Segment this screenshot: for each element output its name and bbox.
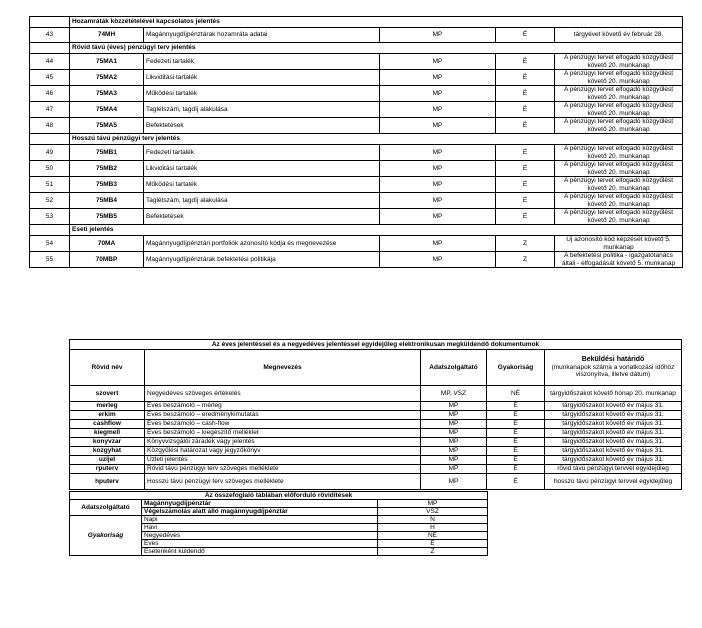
- row-number: 53: [30, 209, 70, 225]
- table-row: [30, 54, 683, 70]
- row-deadline: tárgyidőszakot követő év május 31.: [545, 429, 682, 438]
- row-provider: MP: [380, 252, 496, 268]
- table-row: [30, 193, 683, 209]
- row-number: 51: [30, 177, 70, 193]
- section-spacer: [30, 225, 70, 236]
- row-provider: MP: [421, 438, 487, 447]
- section-header-row: [30, 134, 683, 145]
- row-provider: MP: [421, 474, 487, 490]
- row-deadline: A pénzügyi tervet elfogadó közgyűlést követő 20. munkanap: [555, 145, 683, 161]
- table-row: [70, 465, 682, 474]
- row-provider: MP: [380, 86, 496, 102]
- abbreviation-name: Végelszámolás alatt álló magánnyugdíjpénztár: [142, 508, 378, 516]
- row-provider: MP: [380, 161, 496, 177]
- row-deadline: A pénzügyi tervet elfogadó közgyűlést követő 20. munkanap: [555, 209, 683, 225]
- row-provider: MP: [380, 118, 496, 134]
- row-frequency: É: [496, 161, 555, 177]
- row-provider: MP: [380, 102, 496, 118]
- row-name: Magánnyugdíjpénztárak befektetési politikája: [144, 252, 380, 268]
- section-header-row: [30, 225, 683, 236]
- row-name: Éves beszámoló – mérleg: [145, 402, 421, 411]
- row-short-name: erkim: [70, 411, 145, 420]
- row-name: Befektetések: [144, 118, 380, 134]
- table-row: [30, 177, 683, 193]
- row-provider: MP: [380, 28, 496, 43]
- row-short-name: szovert: [70, 386, 145, 402]
- table-row: [70, 411, 682, 420]
- row-frequency: É: [496, 70, 555, 86]
- abbreviation-name: Napi: [142, 516, 378, 524]
- row-deadline: rövid távú pénzügyi tervvel egyidejűleg: [545, 465, 682, 474]
- abbreviation-code: H: [378, 524, 488, 532]
- row-frequency: É: [496, 145, 555, 161]
- abbreviation-name: Negyedéves: [142, 532, 378, 540]
- row-short-name: kozgyhat: [70, 447, 145, 456]
- table-row: [70, 420, 682, 429]
- header-deadline-title: Beküldési határidő: [581, 356, 645, 364]
- row-provider: MP: [380, 54, 496, 70]
- row-deadline: A pénzügyi tervet elfogadó közgyűlést követő 20. munkanap: [555, 102, 683, 118]
- table-row: [70, 402, 682, 411]
- row-name: Negyedéves szöveges értékelés: [145, 386, 421, 402]
- row-frequency: É: [496, 209, 555, 225]
- row-code: 75MB2: [70, 161, 144, 177]
- row-code: 75MB5: [70, 209, 144, 225]
- row-short-name: uzijel: [70, 456, 145, 465]
- row-provider: MP: [421, 402, 487, 411]
- row-frequency: Z: [496, 236, 555, 252]
- section-spacer: [30, 134, 70, 145]
- row-frequency: É: [496, 102, 555, 118]
- table-row: [70, 429, 682, 438]
- section-header-row: [30, 17, 683, 28]
- header-frequency: Gyakoriság: [487, 350, 545, 386]
- row-name: Éves beszámoló – kiegészítő melléklet: [145, 429, 421, 438]
- table-row: [30, 209, 683, 225]
- row-frequency: É: [496, 54, 555, 70]
- abbreviations-table: [69, 491, 488, 556]
- documents-table-title: Az éves jelentéssel és a negyedéves jelentéssel egyidejűleg elektronikusan megküldendő dokumentumok: [70, 340, 682, 350]
- row-frequency: NÉ: [487, 386, 545, 402]
- row-name: Könyvvizsgálói záradék vagy jelentés: [145, 438, 421, 447]
- table-row: [30, 118, 683, 134]
- row-deadline: A pénzügyi tervet elfogadó közgyűlést követő 20. munkanap: [555, 70, 683, 86]
- row-provider: MP: [380, 236, 496, 252]
- row-name: Magánnyugdíjpénztárak hozamráta adatai: [144, 28, 380, 43]
- row-name: Befektetések: [144, 209, 380, 225]
- row-frequency: É: [487, 402, 545, 411]
- row-deadline: A pénzügyi tervet elfogadó közgyűlést követő 20. munkanap: [555, 161, 683, 177]
- row-short-name: hputerv: [70, 474, 145, 490]
- abbreviation-code: Z: [378, 548, 488, 556]
- header-provider: Adatszolgáltató: [421, 350, 487, 386]
- section-spacer: [30, 17, 70, 28]
- table-row: [30, 28, 683, 43]
- row-provider: MP: [380, 70, 496, 86]
- row-name: Fedezeti tartalék: [144, 145, 380, 161]
- row-deadline: tárgyidőszakot követő év május 31.: [545, 438, 682, 447]
- report-table: [29, 16, 683, 268]
- report-table-body: [30, 17, 683, 268]
- abbreviation-code: É: [378, 540, 488, 548]
- row-code: 75MB4: [70, 193, 144, 209]
- row-deadline: A pénzügyi tervet elfogadó közgyűlést követő 20. munkanap: [555, 177, 683, 193]
- section-spacer: [30, 43, 70, 54]
- header-deadline: [545, 350, 682, 386]
- abbreviation-group-label: Adatszolgáltató: [70, 500, 142, 516]
- abbreviation-row: [70, 516, 488, 524]
- table-row: [30, 252, 683, 268]
- row-name: Üzleti jelentés: [145, 456, 421, 465]
- row-provider: MP: [421, 465, 487, 474]
- row-frequency: Z: [496, 252, 555, 268]
- row-short-name: merleg: [70, 402, 145, 411]
- header-deadline-sub: (munkanapok száma a vonatkozási időhöz viszonyítva, illetve dátum): [551, 363, 675, 379]
- row-deadline: Új azonosító kód képzését követő 5. munkanap: [555, 236, 683, 252]
- row-code: 75MA1: [70, 54, 144, 70]
- row-name: Hosszú távú pénzügyi terv szöveges melléklete: [145, 474, 421, 490]
- row-code: 75MB1: [70, 145, 144, 161]
- row-provider: MP: [421, 411, 487, 420]
- row-deadline: tárgyidőszakot követő év május 31.: [545, 411, 682, 420]
- row-deadline: tárgyidőszakot követő hónap 20. munkanap: [545, 386, 682, 402]
- section-title: Hosszú távú pénzügyi terv jelentés: [70, 134, 683, 145]
- row-code: 75MB3: [70, 177, 144, 193]
- row-deadline: A pénzügyi tervet elfogadó közgyűlést követő 20. munkanap: [555, 86, 683, 102]
- row-frequency: É: [487, 429, 545, 438]
- row-code: 70MBP: [70, 252, 144, 268]
- row-provider: MP: [421, 420, 487, 429]
- row-deadline: tárgyidőszakot követő év május 31.: [545, 402, 682, 411]
- header-name: Megnevezés: [145, 350, 421, 386]
- row-number: 55: [30, 252, 70, 268]
- row-deadline: tárgyidőszakot követő év május 31.: [545, 447, 682, 456]
- row-frequency: É: [496, 28, 555, 43]
- row-name: Éves beszámoló – eredménykimutatás: [145, 411, 421, 420]
- table-row: [70, 438, 682, 447]
- row-frequency: É: [487, 420, 545, 429]
- table-row: [70, 474, 682, 490]
- row-frequency: É: [487, 456, 545, 465]
- documents-table: [69, 339, 682, 490]
- row-deadline: tárgyévet követő év február 28.: [555, 28, 683, 43]
- row-provider: MP: [421, 429, 487, 438]
- table-row: [70, 456, 682, 465]
- row-code: 74MH: [70, 28, 144, 43]
- row-number: 43: [30, 28, 70, 43]
- row-frequency: É: [487, 474, 545, 490]
- row-name: Rövid távú pénzügyi terv szöveges melléklete: [145, 465, 421, 474]
- row-frequency: É: [496, 118, 555, 134]
- row-name: Likviditási tartalék: [144, 70, 380, 86]
- row-name: Taglétszám, tagdíj alakulása: [144, 102, 380, 118]
- row-deadline: tárgyidőszakot követő év május 31.: [545, 420, 682, 429]
- row-number: 49: [30, 145, 70, 161]
- row-provider: MP: [380, 209, 496, 225]
- table-row: [30, 161, 683, 177]
- abbreviation-name: Havi: [142, 524, 378, 532]
- section-title: Eseti jelentés: [70, 225, 683, 236]
- abbreviation-code: VSZ: [378, 508, 488, 516]
- documents-table-body: [70, 386, 682, 490]
- abbreviation-code: NÉ: [378, 532, 488, 540]
- row-frequency: É: [487, 438, 545, 447]
- table-row: [30, 236, 683, 252]
- row-code: 75MA4: [70, 102, 144, 118]
- row-provider: MP: [380, 145, 496, 161]
- row-provider: MP: [421, 447, 487, 456]
- row-code: 75MA3: [70, 86, 144, 102]
- row-deadline: A pénzügyi tervet elfogadó közgyűlést követő 20. munkanap: [555, 118, 683, 134]
- row-deadline: tárgyidőszakot követő év május 31.: [545, 456, 682, 465]
- row-code: 75MA5: [70, 118, 144, 134]
- row-name: Likviditási tartalék: [144, 161, 380, 177]
- table-row: [70, 447, 682, 456]
- table-row: [30, 102, 683, 118]
- row-deadline: A befektetési politika - igazgatótanács általi - elfogadását követő 5. munkanap: [555, 252, 683, 268]
- abbreviation-name: Éves: [142, 540, 378, 548]
- table-row: [30, 86, 683, 102]
- row-provider: MP: [380, 177, 496, 193]
- abbreviation-code: N: [378, 516, 488, 524]
- row-deadline: A pénzügyi tervet elfogadó közgyűlést követő 20. munkanap: [555, 54, 683, 70]
- row-name: Működési tartalék: [144, 86, 380, 102]
- row-frequency: É: [496, 193, 555, 209]
- row-code: 70MA: [70, 236, 144, 252]
- row-provider: MP, VSZ: [421, 386, 487, 402]
- row-short-name: cashflow: [70, 420, 145, 429]
- abbreviations-table-body: [70, 492, 488, 556]
- row-number: 54: [30, 236, 70, 252]
- abbreviation-name: Magánnyugdíjpénztár: [142, 500, 378, 508]
- row-number: 45: [30, 70, 70, 86]
- abbreviation-row: [70, 500, 488, 508]
- row-frequency: É: [496, 177, 555, 193]
- row-number: 50: [30, 161, 70, 177]
- row-name: Közgyűlési határozat vagy jegyzőkönyv: [145, 447, 421, 456]
- row-short-name: rputerv: [70, 465, 145, 474]
- abbreviation-code: MP: [378, 500, 488, 508]
- abbreviation-group-label: Gyakoriság: [70, 516, 142, 556]
- row-deadline: A pénzügyi tervet elfogadó közgyűlést követő 20. munkanap: [555, 193, 683, 209]
- row-name: Taglétszám, tagdíj alakulása: [144, 193, 380, 209]
- row-frequency: É: [487, 465, 545, 474]
- row-number: 44: [30, 54, 70, 70]
- row-name: Magánnyugdíjpénztári portfoliók azonosító kódja és megnevezése: [144, 236, 380, 252]
- row-frequency: É: [496, 86, 555, 102]
- row-number: 47: [30, 102, 70, 118]
- table-row: [70, 386, 682, 402]
- row-short-name: kiegmell: [70, 429, 145, 438]
- abbreviation-name: Esetenként küldendő: [142, 548, 378, 556]
- row-short-name: konyvzar: [70, 438, 145, 447]
- row-number: 46: [30, 86, 70, 102]
- table-row: [30, 70, 683, 86]
- row-frequency: É: [487, 447, 545, 456]
- abbreviations-table-title: Az összefoglaló táblában előforduló rövidítések: [70, 492, 488, 500]
- row-provider: MP: [421, 456, 487, 465]
- row-frequency: É: [487, 411, 545, 420]
- header-short-name: Rövid név: [70, 350, 145, 386]
- table-row: [30, 145, 683, 161]
- row-number: 52: [30, 193, 70, 209]
- section-header-row: [30, 43, 683, 54]
- row-name: Éves beszámoló – cash-flow: [145, 420, 421, 429]
- row-name: Működési tartalék: [144, 177, 380, 193]
- row-deadline: hosszú távú pénzügyi tervvel egyidejűleg: [545, 474, 682, 490]
- row-number: 48: [30, 118, 70, 134]
- row-name: Fedezeti tartalék: [144, 54, 380, 70]
- section-title: Hozamráták közzétételével kapcsolatos jelentés: [70, 17, 683, 28]
- row-provider: MP: [380, 193, 496, 209]
- section-title: Rövid távú (éves) pénzügyi terv jelentés: [70, 43, 683, 54]
- row-code: 75MA2: [70, 70, 144, 86]
